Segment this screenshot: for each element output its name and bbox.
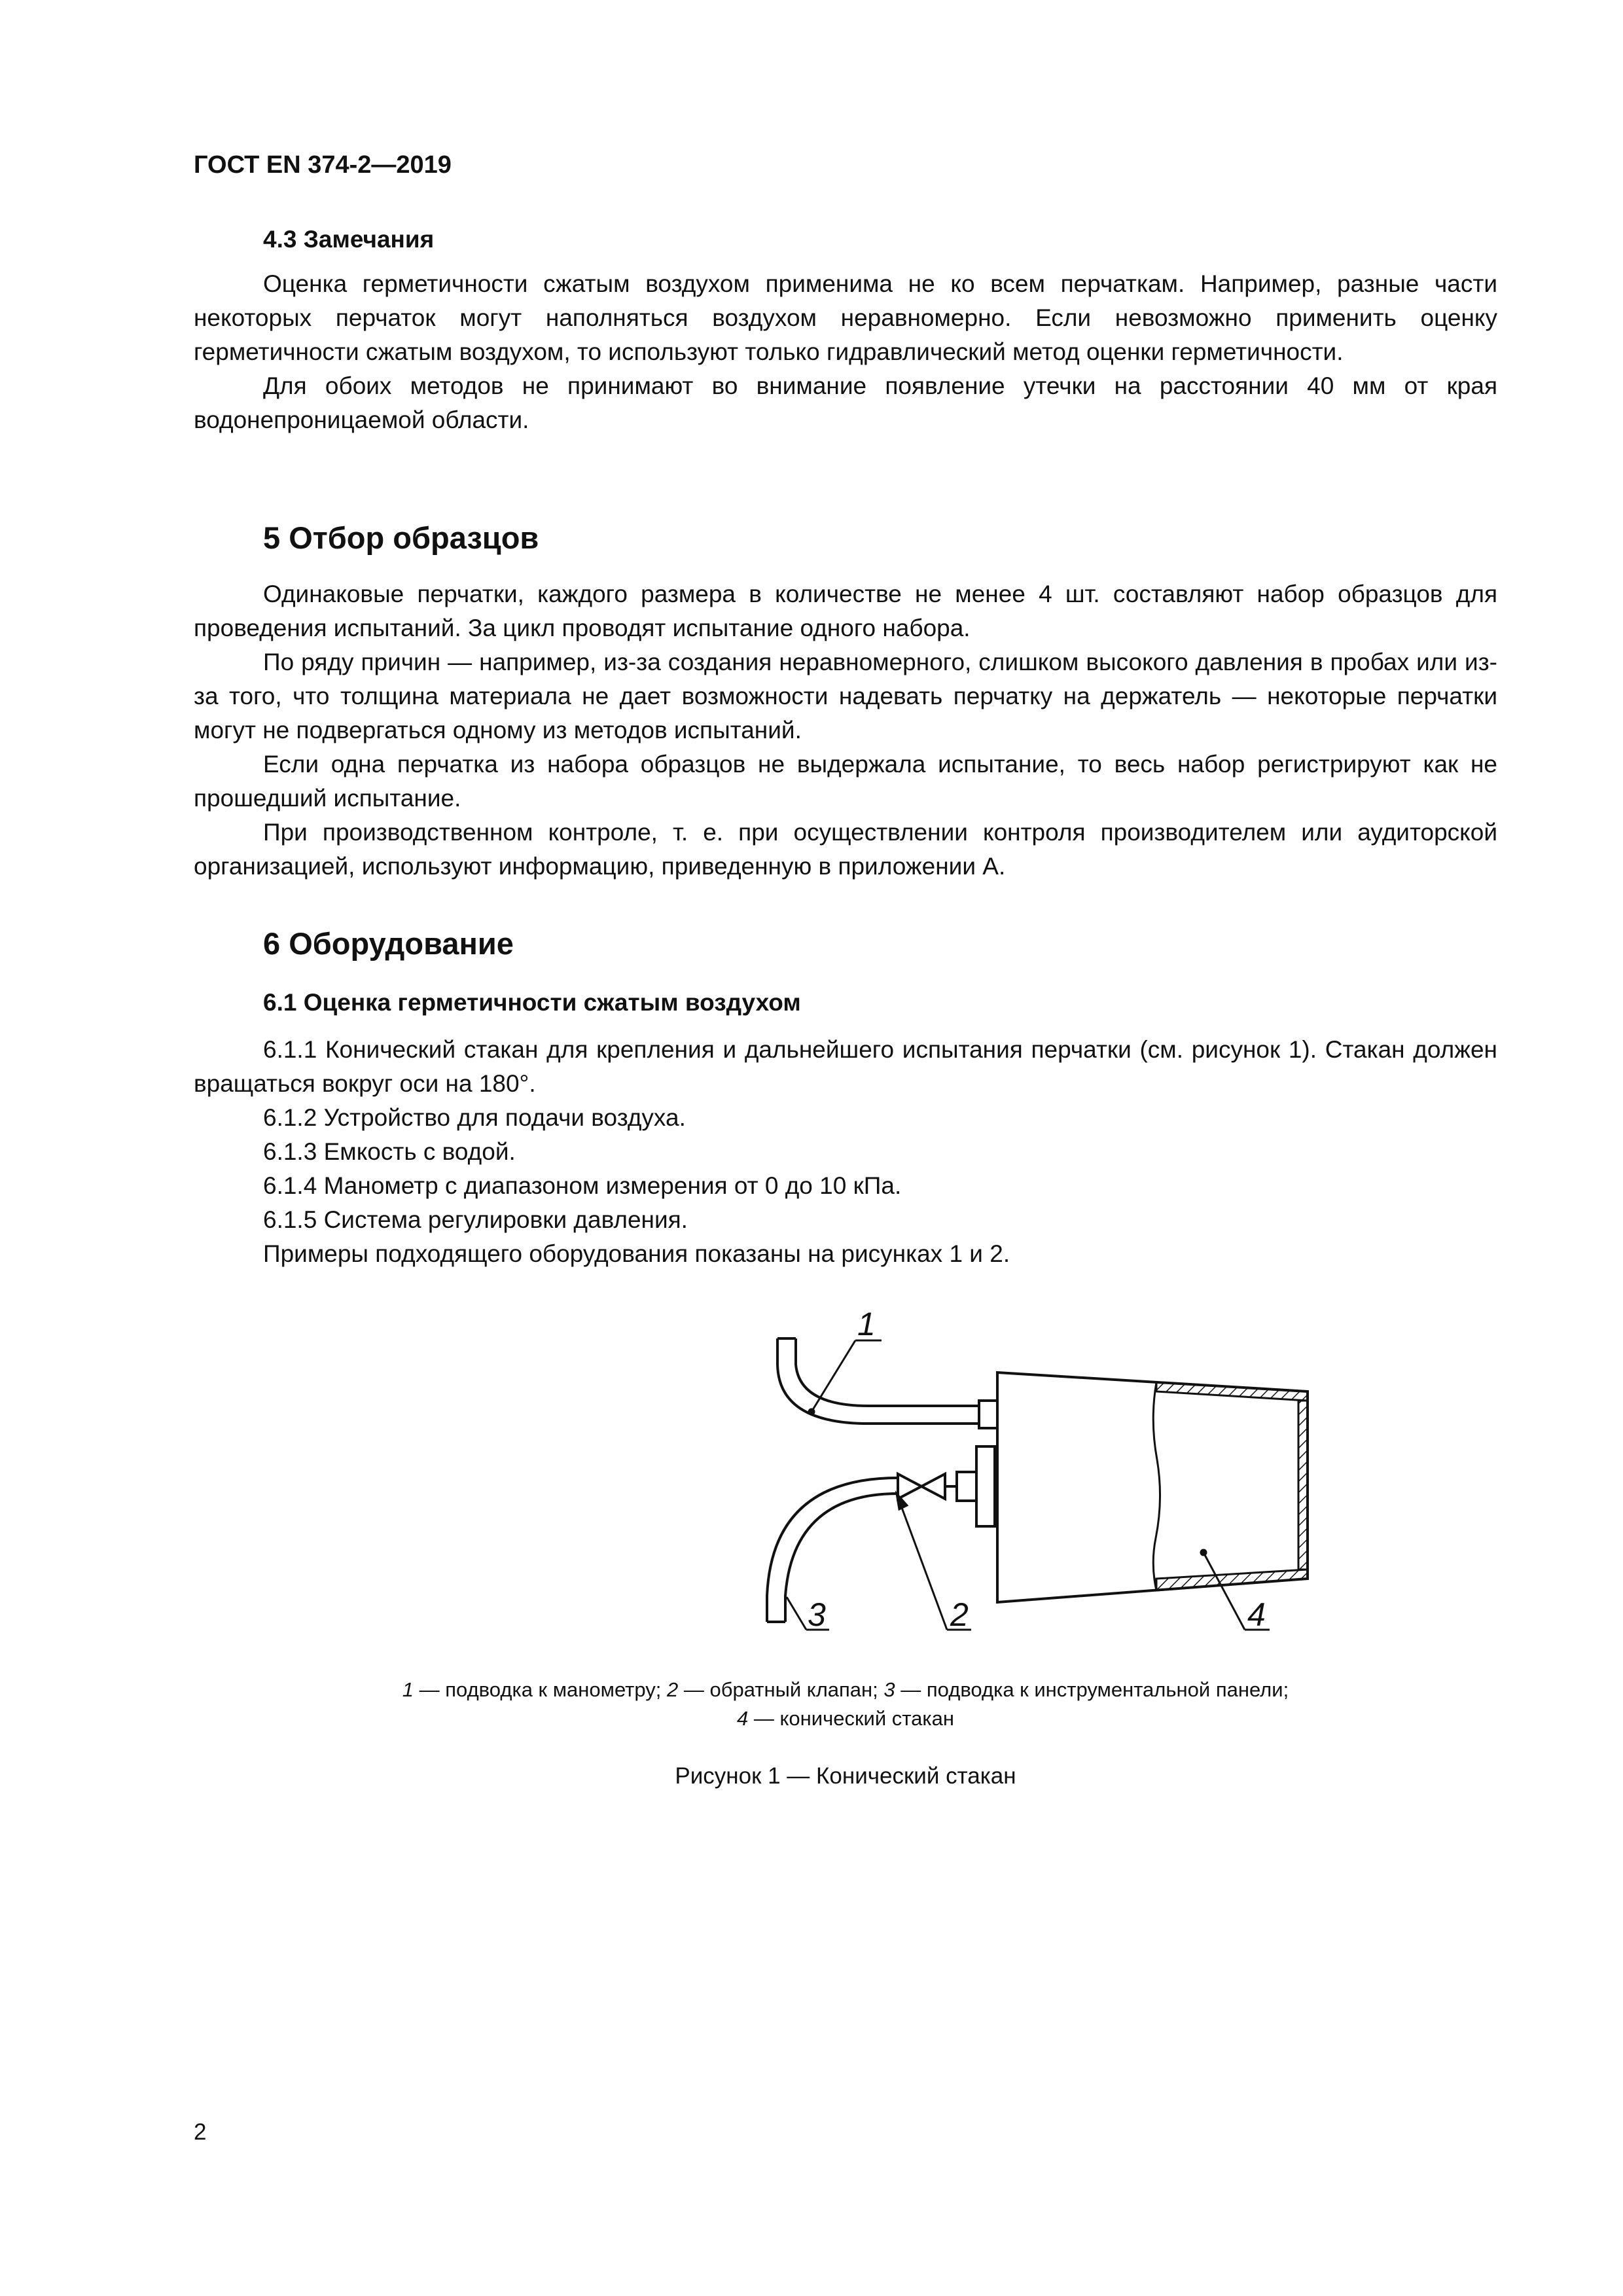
check-valve bbox=[898, 1446, 995, 1526]
list-item: 6.1.2 Устройство для подачи воздуха. bbox=[263, 1104, 686, 1131]
paragraph: Для обоих методов не принимают во внимание появление утечки на расстоянии 40 мм от края водонепроницаемой области. bbox=[194, 372, 1497, 433]
legend-number: 1 bbox=[402, 1678, 414, 1701]
document-page bbox=[194, 0, 1497, 2296]
page-number: 2 bbox=[194, 2119, 207, 2145]
document-header: ГОСТ EN 374-2—2019 bbox=[194, 151, 452, 179]
legend-text: — подводка к инструментальной панели; bbox=[895, 1678, 1289, 1701]
list-item: 6.1.5 Система регулировки давления. bbox=[263, 1206, 688, 1233]
figure-label-3: 3 bbox=[808, 1596, 826, 1633]
legend-number: 3 bbox=[883, 1678, 895, 1701]
figure-label-2: 2 bbox=[950, 1596, 969, 1633]
legend-text: — подводка к манометру; bbox=[414, 1678, 667, 1701]
paragraph: Одинаковые перчатки, каждого размера в количестве не менее 4 шт. составляют набор образцов для проведения испытаний. За цикл проводят испытание одного набора. bbox=[194, 581, 1497, 641]
section-4-3-title: 4.3 Замечания bbox=[263, 226, 435, 253]
section-5 bbox=[194, 518, 1497, 884]
section-4-3 bbox=[194, 223, 1497, 437]
paragraph: Оценка герметичности сжатым воздухом применима не ко всем перчаткам. Например, разные части некоторых перчаток могут наполняться воздухом неравномерно. Если невозможно применить оценку герметичности сжатым воздухом, то используют только гидравлический метод оценки герметичности. bbox=[194, 270, 1497, 365]
paragraph: Если одна перчатка из набора образцов не выдержала испытание, то весь набор регистрируют как не прошедший испытание. bbox=[194, 751, 1497, 812]
legend-number: 2 bbox=[666, 1678, 679, 1701]
paragraph: По ряду причин — например, из-за создания неравномерного, слишком высокого давления в пробах или из-за того, что толщина материала не дает возможности надевать перчатку на держатель — некоторые перчатки могут не подвергаться одному из методов испытаний. bbox=[194, 649, 1497, 744]
conical-cup-diagram bbox=[571, 1309, 1356, 1662]
legend-text: — конический стакан bbox=[748, 1707, 954, 1730]
figure-legend bbox=[194, 1676, 1497, 1733]
section-6-1-title: 6.1 Оценка герметичности сжатым воздухом bbox=[263, 989, 801, 1016]
list-item: 6.1.4 Манометр с диапазоном измерения от 0 до 10 кПа. bbox=[263, 1172, 902, 1199]
list-item: 6.1.3 Емкость с водой. bbox=[263, 1138, 516, 1165]
legend-number: 4 bbox=[737, 1707, 749, 1730]
figure-label-4: 4 bbox=[1247, 1596, 1266, 1633]
section-6 bbox=[194, 924, 1497, 1271]
instrument-panel-tube bbox=[767, 1478, 898, 1622]
figure-conical-cup bbox=[571, 1309, 1356, 1662]
section-6-title: 6 Оборудование bbox=[263, 926, 514, 961]
manometer-tube bbox=[777, 1338, 979, 1424]
paragraph: При производственном контроле, т. е. при осуществлении контроля производителем или аудиторской организацией, используют информацию, приведенную в приложении А. bbox=[194, 819, 1497, 880]
figure-caption: Рисунок 1 — Конический стакан bbox=[675, 1763, 1016, 1789]
section-5-title: 5 Отбор образцов bbox=[263, 520, 539, 555]
figure-label-1: 1 bbox=[857, 1309, 876, 1342]
conical-cup bbox=[997, 1372, 1308, 1602]
list-item: 6.1.1 Конический стакан для крепления и дальнейшего испытания перчатки (см. рисунок 1). Стакан должен вращаться вокруг оси на 180°. bbox=[194, 1036, 1497, 1097]
list-item: Примеры подходящего оборудования показаны на рисунках 1 и 2. bbox=[263, 1240, 1010, 1267]
legend-text: — обратный клапан; bbox=[678, 1678, 884, 1701]
